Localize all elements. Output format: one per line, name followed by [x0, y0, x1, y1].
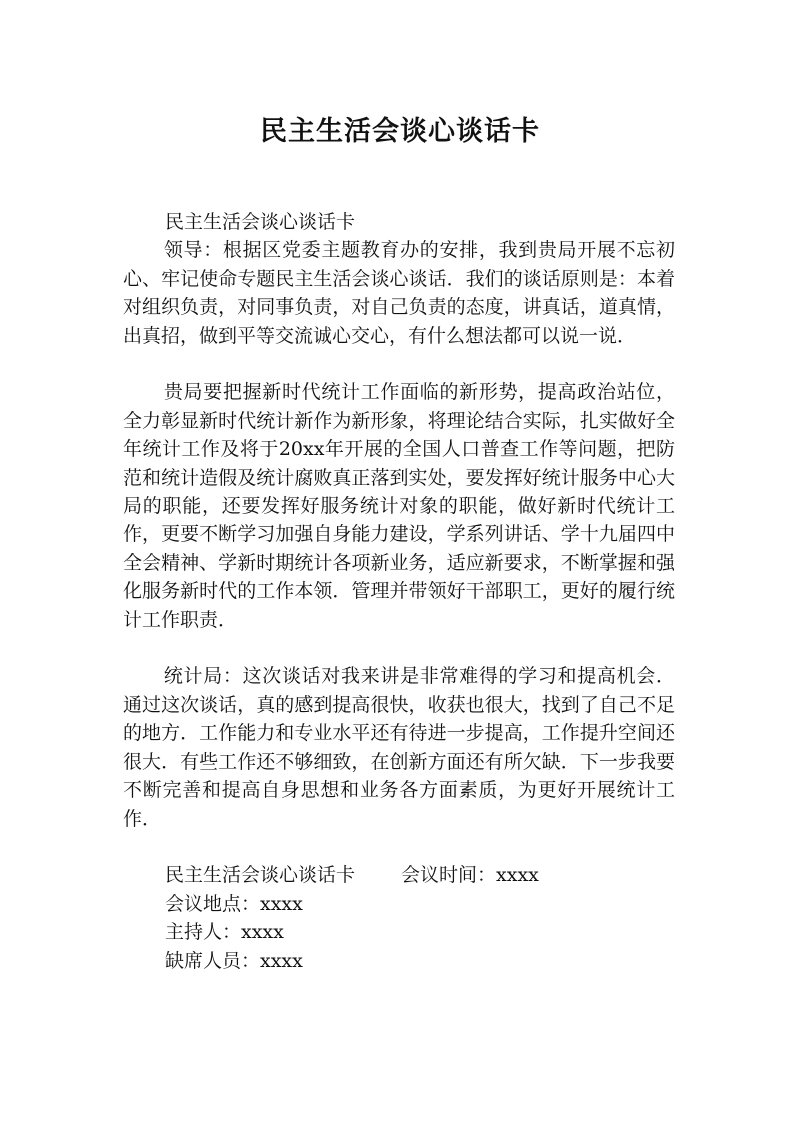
document-title: 民主生活会谈心谈话卡 — [260, 116, 540, 147]
paragraph-bureau-response: 统计局：这次谈话对我来讲是非常难得的学习和提高机会．通过这次谈话，真的感到提高很快，收获也很大，找到了自己不足的地方．工作能力和专业水平还有待进一步提高，工作提升空间还很大．有些工作还不够细致，在创新方面还有所欠缺．下一步我要不断完善和提高自身思想和业务各方面素质，为更好开展统计工作． — [123, 665, 675, 830]
meta-host: 主持人：xxxx — [165, 921, 284, 944]
paragraph-leader: 领导：根据区党委主题教育办的安排，我到贵局开展不忘初心、牢记使命专题民主生活会谈心谈话．我们的谈话原则是：本着对组织负责，对同事负责，对自己负责的态度，讲真话，道真情，出真招，做到平等交流诚心交心，有什么想法都可以说一说． — [123, 239, 675, 347]
subtitle: 民主生活会谈心谈话卡 — [165, 211, 356, 233]
meta-card-line — [123, 861, 675, 889]
document-body — [123, 208, 675, 975]
meta-time: 会议时间：xxxx — [401, 864, 539, 887]
meta-absent: 缺席人员：xxxx — [165, 949, 303, 972]
paragraph-requirements: 贵局要把握新时代统计工作面临的新形势，提高政治站位，全力彰显新时代统计新作为新形象，将理论结合实际，扎实做好全年统计工作及将于20xx年开展的全国人口普查工作等问题，把防范和统计造假及统计腐败真正落到实处，要发挥好统计服务中心大局的职能，还要发挥好服务统计对象的职能，做好新时代统计工作，更要不断学习加强自身能力建设，学系列讲话、学十九届四中全会精神、学新时期统计各项新业务，适应新要求，不断掌握和强化服务新时代的工作本领．管理并带领好干部职工，更好的履行统计工作职责． — [123, 381, 675, 631]
meta-card-label: 民主生活会谈心谈话卡 — [165, 864, 356, 887]
meta-location: 会议地点：xxxx — [165, 892, 303, 915]
